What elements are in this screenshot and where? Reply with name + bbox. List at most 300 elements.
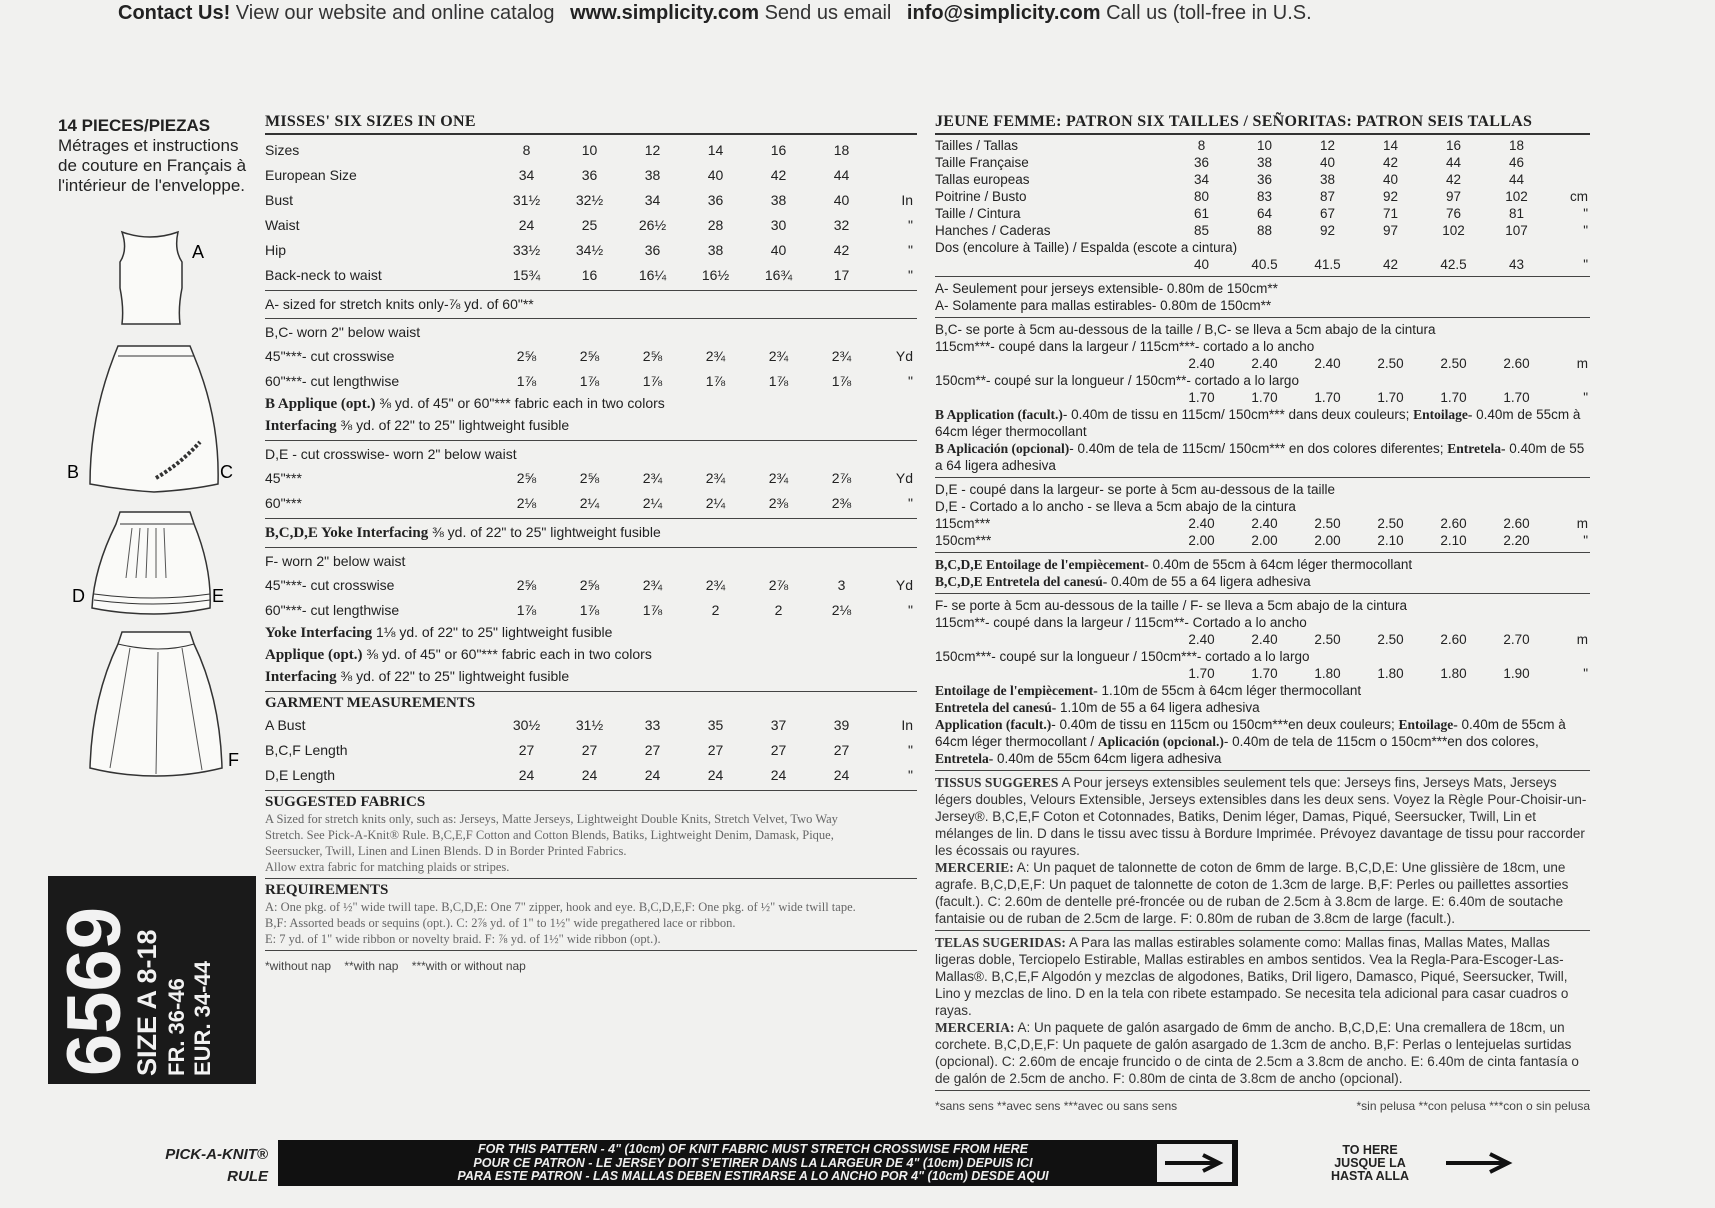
table-row [265, 368, 917, 393]
cell-value: 2.10 [1440, 533, 1467, 548]
row-label: A Bust [265, 716, 306, 733]
jeune-title: JEUNE FEMME: PATRON SIX TAILLES / SEÑORITAS: PATRON SEIS TALLAS [935, 113, 1590, 135]
french-note-2: de couture en Français à [58, 156, 247, 175]
cell-value: 31½ [575, 716, 604, 733]
f-entretela: Entretela del canesú- 1.10m de 55 a 64 ligera adhesiva [935, 700, 1260, 715]
cell-value: 64 [1256, 206, 1273, 221]
cell-value: 2⅛ [831, 601, 852, 618]
row-label: 150cm*** [935, 533, 992, 548]
b-interfacing-note: Interfacing ⅜ yd. of 22" to 25" lightweight fusible [265, 417, 570, 434]
row-label: 115cm*** [935, 516, 991, 531]
cell-value: 42 [833, 241, 850, 258]
row-label: 45"***- cut crosswise [265, 576, 395, 593]
french-note-3: l'intérieur de l'enveloppe. [58, 176, 245, 195]
cell-value: 2.40 [1188, 632, 1215, 647]
j-bc-heading: B,C- se porte à 5cm au-dessous de la taille / B,C- se lleva a 5cm abajo de la cintura [935, 322, 1436, 337]
view-label-f: F [228, 750, 239, 770]
cell-value: 10 [1256, 138, 1273, 153]
contact-bar [118, 2, 1678, 32]
cell-value: 97 [1382, 223, 1399, 238]
cell-value: 24 [707, 766, 724, 783]
cell-value: 2¾ [705, 469, 726, 486]
unit-cell: " [1583, 666, 1588, 681]
cell-value: 102 [1442, 223, 1465, 238]
yoke-interfacing-note: B,C,D,E Yoke Interfacing ⅜ yd. of 22" to 25" lightweight fusible [265, 524, 661, 541]
french-note-1: Métrages et instructions [58, 136, 239, 155]
misses-measurement-rows [265, 137, 917, 287]
mercerie: MERCERIE: A: Un paquet de talonnette de coton de 6mm de large. B,C,D,E: Une glissière de 18cm, une agrafe. B,C,D,E,F: Un paquet de talonnette de coton de 1.3cm de large. B,F: Perles ou paillettes assorties (facult.). C: 2.60m de dentelle pré-froncée ou de ruban de 2.5cm à 3.8cm de large. E: 6.40m de soutache fantaisie ou de ruban de 2.5cm de large. F: 0.80m de ruban de 3.8cm de large (facult.). [935, 860, 1569, 926]
j-f-115-label: 115cm**- coupé dans la largeur / 115cm**- Cortado a lo ancho [935, 615, 1307, 630]
value-row [935, 256, 1590, 273]
cell-value: 67 [1319, 206, 1336, 221]
view-label-c: C [220, 462, 233, 482]
row-label: Tailles / Tallas [935, 138, 1019, 153]
cell-value: 16¼ [638, 266, 667, 283]
b-aplicacion-es: B Aplicación (opcional)- 0.40m de tela de 115cm/ 150cm*** en dos colores diferentes; Entretela- 0.40m de 55 a 64 ligera adhesiva [935, 441, 1585, 473]
f-yoke-note: Yoke Interfacing 1⅛ yd. of 22" to 25" lightweight fusible [265, 624, 613, 641]
cell-value: 32½ [575, 191, 604, 208]
unit-cell: " [908, 741, 913, 758]
pieces-info [58, 116, 246, 196]
bc-yardage-rows [265, 343, 917, 393]
cell-value: 24 [518, 766, 535, 783]
cell-value: 2.70 [1503, 632, 1530, 647]
table-row [265, 137, 917, 162]
cell-value: 15¾ [512, 266, 541, 283]
value-row [935, 665, 1590, 682]
de-yardage-rows [265, 465, 917, 515]
cell-value: 2.40 [1251, 516, 1278, 531]
cell-value: 44 [833, 166, 850, 183]
row-label: Sizes [265, 141, 300, 158]
a-fr-note: A- Seulement pour jerseys extensible- 0.80m de 150cm** [935, 281, 1278, 296]
value-row [935, 631, 1590, 648]
table-row [265, 762, 917, 787]
cell-value: 2⅜ [768, 494, 789, 511]
cell-value: 16¾ [764, 266, 793, 283]
cell-value: 38 [644, 166, 661, 183]
cell-value: 83 [1256, 189, 1273, 204]
unit-cell: " [1583, 257, 1588, 272]
view-illustrations [67, 228, 270, 868]
unit-cell: Yd [895, 469, 913, 486]
eur-size-range: EUR. 34-44 [190, 961, 215, 1076]
cell-value: 41.5 [1314, 257, 1341, 272]
view-a-yardage: A- sized for stretch knits only-⅞ yd. of 60"** [265, 296, 534, 312]
j-bc-150-label: 150cm**- coupé sur la longueur / 150cm**- cortado a lo largo [935, 373, 1299, 388]
cell-value: 2 [711, 601, 720, 618]
f-interfacing-note: Interfacing ⅜ yd. of 22" to 25" lightweight fusible [265, 668, 570, 685]
row-label: 60"***- cut lengthwise [265, 372, 400, 389]
cell-value: 2⅛ [516, 494, 537, 511]
unit-cell: " [1583, 533, 1588, 548]
cell-value: 30½ [512, 716, 541, 733]
cell-value: 34 [518, 166, 535, 183]
cell-value: 85 [1193, 223, 1210, 238]
cell-value: 2¾ [642, 576, 663, 593]
cell-value: 2.40 [1188, 516, 1215, 531]
cell-value: 2.50 [1314, 632, 1341, 647]
cell-value: 1⅞ [516, 372, 537, 389]
req-line-2: B,F: Assorted beads or sequins (opt.). C: 2⅞ yd. of 1" to 1½" wide pregathered lace or ribbon. [265, 916, 736, 930]
row-label: Bust [265, 191, 294, 208]
cell-value: 2.40 [1314, 356, 1341, 371]
j-bc-115-label: 115cm***- coupé dans la largeur / 115cm***- cortado a lo ancho [935, 339, 1315, 354]
cell-value: 87 [1319, 189, 1336, 204]
cell-value: 40 [707, 166, 724, 183]
unit-cell: " [1583, 206, 1588, 221]
unit-cell: " [908, 494, 913, 511]
cell-value: 27 [707, 741, 724, 758]
cell-value: 24 [833, 766, 850, 783]
row-label: D,E Length [265, 766, 336, 783]
to-here-label: TO HERE JUSQUE LA HASTA ALLA [1331, 1143, 1409, 1183]
row-label: 60"***- cut lengthwise [265, 601, 400, 618]
cell-value: 34 [1193, 172, 1210, 187]
cell-value: 25 [581, 216, 598, 233]
cell-value: 2.50 [1377, 516, 1404, 531]
cell-value: 2¼ [642, 494, 663, 511]
cell-value: 36 [581, 166, 598, 183]
cell-value: 2.00 [1251, 533, 1278, 548]
cell-value: 97 [1445, 189, 1462, 204]
cell-value: 46 [1508, 155, 1525, 170]
cell-value: 2⅝ [579, 347, 600, 364]
pick-a-knit-rule [150, 1140, 1640, 1188]
cell-value: 27 [518, 741, 535, 758]
cell-value: 2.40 [1188, 356, 1215, 371]
row-label: Tallas europeas [935, 172, 1030, 187]
unit-cell: m [1576, 516, 1588, 531]
unit-cell: In [901, 191, 913, 208]
table-row [265, 162, 917, 187]
cell-value: 61 [1193, 206, 1210, 221]
req-line-1: A: One pkg. of ½" wide twill tape. B,C,D,E: One 7" zipper, hook and eye. B,C,D,E,F: One pkg. of ½" wide twill tape. [265, 900, 856, 914]
cell-value: 2.50 [1440, 356, 1467, 371]
row-label: 60"*** [265, 494, 302, 511]
row-label: Taille / Cintura [935, 206, 1021, 221]
value-row [935, 389, 1590, 406]
row-label: Hanches / Caderas [935, 223, 1051, 238]
telas-sugeridas: TELAS SUGERIDAS: A Para las mallas estirables solamente como: Mallas finas, Mallas Mates, Mallas ligeras doble, Terciopelo Estirable, Mallas estirables en ambos sentidos. Vea la Regla-Para-Escoger-Las-Mallas®. B,C,E,F Algodón y mezclas de algodones, Batiks, Dril ligero, Damasco, Piqué, Seersucker, Twill, Lino y mezclas de lino. D en la tela con ribete estampado. Se necesita tela adicional para casar cuadros o rayas. [935, 935, 1569, 1018]
b-applique-note: B Applique (opt.) ⅜ yd. of 45" or 60"*** fabric each in two colors [265, 395, 665, 412]
cell-value: 2.60 [1503, 516, 1530, 531]
row-label: Taille Française [935, 155, 1029, 170]
to-here-arrow-icon [1442, 1146, 1522, 1180]
cell-value: 8 [1197, 138, 1206, 153]
fabrics-line-2: Stretch. See Pick-A-Knit® Rule. B,C,E,F Cotton and Cotton Blends, Batiks, Lightweight Denim, Damask, Pique, [265, 828, 834, 842]
cell-value: 18 [1508, 138, 1525, 153]
cell-value: 1⅞ [579, 601, 600, 618]
cell-value: 1.80 [1314, 666, 1341, 681]
stretch-gauge [278, 1140, 1238, 1186]
row-label: Back-neck to waist [265, 266, 382, 283]
unit-cell: In [901, 716, 913, 733]
j-f-heading: F- se porte à 5cm au-dessous de la taille / F- se lleva a 5cm abajo de la cintura [935, 598, 1407, 613]
b-application-fr: B Application (facult.)- 0.40m de tissu en 115cm/ 150cm*** dans deux couleurs; Entoilage- 0.40m de 55cm à 64cm léger thermocollant [935, 407, 1581, 439]
row-label: Hip [265, 241, 287, 258]
view-bc-sketch [67, 346, 233, 492]
cell-value: 1.70 [1503, 390, 1530, 405]
table-row [935, 154, 1590, 171]
cell-value: 8 [522, 141, 531, 158]
row-label: B,C,F Length [265, 741, 348, 758]
cell-value: 44 [1445, 155, 1462, 170]
cell-value: 1⅞ [642, 601, 663, 618]
size-range: SIZE A 8-18 [132, 929, 162, 1076]
cell-value: 2⅝ [516, 347, 537, 364]
cell-value: 42 [1382, 257, 1399, 272]
cell-value: 24 [518, 216, 535, 233]
unit-cell: " [1583, 390, 1588, 405]
cell-value: 16 [770, 141, 787, 158]
unit-cell: Yd [895, 576, 913, 593]
cell-value: 2⅞ [831, 469, 852, 486]
cell-value: 2.50 [1377, 356, 1404, 371]
unit-cell: Yd [895, 347, 913, 364]
view-label-e: E [212, 586, 225, 606]
cell-value: 2⅞ [768, 576, 789, 593]
unit-cell: " [1583, 223, 1588, 238]
cell-value: 80 [1193, 189, 1210, 204]
cell-value: 76 [1445, 206, 1462, 221]
cell-value: 2⅝ [579, 576, 600, 593]
table-row [935, 222, 1590, 239]
cell-value: 16 [581, 266, 598, 283]
cell-value: 2¾ [768, 347, 789, 364]
view-text: View our website and online catalog [235, 2, 555, 24]
j-f-150-values [935, 665, 1590, 682]
website-link[interactable]: www.simplicity.com [570, 2, 760, 24]
cell-value: 2⅝ [516, 469, 537, 486]
cell-value: 1.70 [1188, 666, 1215, 681]
cell-value: 14 [1382, 138, 1399, 153]
f-application: Application (facult.)- 0.40m de tissu en 115cm ou 150cm***en deux couleurs; Entoilage- 0.40m de 55cm à 64cm léger thermocollant / Aplicación (opcional.)- 0.40m de tela de 115cm o 150cm***en dos colores, Entretela- 0.40m de 55cm 64cm ligera adhesiva [935, 717, 1566, 766]
table-row [265, 465, 917, 490]
table-row [265, 212, 917, 237]
a-es-note: A- Solamente para mallas estirables- 0.80m de 150cm** [935, 298, 1272, 313]
j-footnote-es: *sin pelusa **con pelusa ***con o sin pelusa [1356, 1099, 1590, 1113]
cell-value: 35 [707, 716, 724, 733]
pattern-number-badge [48, 876, 256, 1084]
jeune-measurement-rows [935, 137, 1590, 239]
cell-value: 34 [644, 191, 661, 208]
call-text: Call us (toll-free in U.S. [1106, 2, 1312, 24]
misses-title: MISSES' SIX SIZES IN ONE [265, 113, 917, 135]
table-row [265, 187, 917, 212]
cell-value: 3 [837, 576, 846, 593]
row-label: Waist [265, 216, 300, 233]
unit-cell: " [908, 241, 913, 258]
cell-value: 14 [707, 141, 724, 158]
cell-value: 1⅞ [642, 372, 663, 389]
cell-value: 1.70 [1377, 390, 1404, 405]
cell-value: 102 [1505, 189, 1528, 204]
cell-value: 1⅞ [705, 372, 726, 389]
cell-value: 42.5 [1440, 257, 1467, 272]
cell-value: 40 [770, 241, 787, 258]
cell-value: 2⅜ [831, 494, 852, 511]
f-entoilage: Entoilage de l'empiècement- 1.10m de 55cm à 64cm léger thermocollant [935, 683, 1362, 698]
cell-value: 2⅝ [579, 469, 600, 486]
table-row [935, 137, 1590, 154]
cell-value: 71 [1382, 206, 1399, 221]
cell-value: 36 [644, 241, 661, 258]
j-de-es: D,E - Cortado a lo ancho - se lleva a 5cm abajo de la cintura [935, 499, 1296, 514]
cell-value: 38 [1256, 155, 1273, 170]
table-row [265, 262, 917, 287]
cell-value: 2¾ [705, 576, 726, 593]
cell-value: 40.5 [1251, 257, 1278, 272]
pieces-count: 14 PIECES/PIEZAS [58, 116, 211, 135]
cell-value: 12 [1319, 138, 1336, 153]
cell-value: 2.60 [1503, 356, 1530, 371]
cell-value: 17 [833, 266, 850, 283]
de-heading: D,E - cut crosswise- worn 2" below waist [265, 446, 517, 462]
nap-footnotes: *without nap **with nap ***with or without nap [265, 959, 526, 973]
unit-cell: cm [1570, 189, 1588, 204]
cell-value: 42 [1445, 172, 1462, 187]
j-yoke-es: B,C,D,E Entretela del canesú- 0.40m de 55 a 64 ligera adhesiva [935, 574, 1311, 589]
unit-cell: " [908, 766, 913, 783]
cell-value: 2¼ [579, 494, 600, 511]
cell-value: 2.40 [1251, 356, 1278, 371]
unit-cell: m [1576, 356, 1588, 371]
req-line-3: E: 7 yd. of 1" wide ribbon or novelty braid. F: ⅞ yd. of 1½" wide ribbon (opt.). [265, 932, 661, 946]
jeune-femme-table [935, 113, 1590, 1118]
cell-value: 27 [770, 741, 787, 758]
table-row [265, 737, 917, 762]
j-bc-115-values [935, 355, 1590, 372]
row-label: 45"*** [265, 469, 302, 486]
cell-value: 27 [581, 741, 598, 758]
garment-measurements-title: GARMENT MEASUREMENTS [265, 695, 476, 711]
view-de-sketch [72, 512, 224, 614]
cell-value: 81 [1508, 206, 1525, 221]
cell-value: 43 [1508, 257, 1525, 272]
cell-value: 34½ [575, 241, 604, 258]
view-a-sketch [120, 232, 204, 324]
cell-value: 16 [1445, 138, 1462, 153]
cell-value: 1⅞ [831, 372, 852, 389]
row-label: European Size [265, 166, 357, 183]
cell-value: 39 [833, 716, 850, 733]
cell-value: 32 [833, 216, 850, 233]
cell-value: 38 [707, 241, 724, 258]
view-label-d: D [72, 586, 85, 606]
cell-value: 2.00 [1188, 533, 1215, 548]
row-label: Poitrine / Busto [935, 189, 1027, 204]
cell-value: 2⅝ [516, 576, 537, 593]
cell-value: 27 [644, 741, 661, 758]
j-de-rows [935, 515, 1590, 549]
cell-value: 40 [1382, 172, 1399, 187]
cell-value: 1.90 [1503, 666, 1530, 681]
cell-value: 92 [1319, 223, 1336, 238]
cell-value: 1⅞ [516, 601, 537, 618]
table-row [935, 188, 1590, 205]
email-link[interactable]: info@simplicity.com [906, 2, 1101, 24]
cell-value: 1.80 [1440, 666, 1467, 681]
bc-heading: B,C- worn 2" below waist [265, 324, 421, 340]
cell-value: 1.80 [1377, 666, 1404, 681]
cell-value: 2.60 [1440, 632, 1467, 647]
f-yardage-rows [265, 572, 917, 622]
cell-value: 42 [1382, 155, 1399, 170]
misses-size-table [265, 113, 917, 978]
contact-heading: Contact Us! [118, 2, 231, 24]
j-bc-150-values [935, 389, 1590, 406]
cell-value: 2.50 [1314, 516, 1341, 531]
table-row [265, 572, 917, 597]
merceria: MERCERIA: A: Un paquete de galón asargado de 6mm de ancho. B,C,D,E: Una cremallera de 18cm, un corchete. B,C,D,E,F: Un paquete de galón asargado de 1.3cm de ancho. B,F: Perlas o lentejuelas surtidas (opcional). C: 2.60m de encaje fruncido o de cinta de 2.5cm a 3.8cm de ancho. E: 6.40m de cinta fantasía o de galón de 2.5cm de ancho. F: 0.80m de cinta de 3.8cm de ancho (opcional). [935, 1020, 1579, 1086]
cell-value: 40 [833, 191, 850, 208]
table-row [265, 237, 917, 262]
cell-value: 36 [1193, 155, 1210, 170]
cell-value: 2.40 [1251, 632, 1278, 647]
cell-value: 28 [707, 216, 724, 233]
cell-value: 2¾ [831, 347, 852, 364]
cell-value: 36 [707, 191, 724, 208]
j-yoke-fr: B,C,D,E Entoilage de l'empiècement- 0.40m de 55cm à 64cm léger thermocollant [935, 557, 1413, 572]
cell-value: 1.70 [1314, 390, 1341, 405]
cell-value: 2.60 [1440, 516, 1467, 531]
unit-cell: " [908, 266, 913, 283]
j-f-115-values [935, 631, 1590, 648]
garment-sketches [67, 228, 270, 868]
pick-a-knit-label: PICK-A-KNIT® RULE [165, 1146, 268, 1185]
send-text: Send us email [764, 2, 892, 24]
tissus-suggeres: TISSUS SUGGERES A Pour jerseys extensibles seulement tels que: Jerseys fins, Jerseys Mats, Jerseys légers doubles, Velours Extensible, Jerseys extensibles dans les deux sens. Voyez la Règle Pour-Choisir-un-Jersey®. B,C,E,F Coton et Cotonnades, Batiks, Denim léger, Damas, Piqué, Seersucker, Twill, Lin et mélanges de lin. D dans le tissu avec tissu à Bordure Imprimée. Prévoyez davantage de tissu pour raccorder les écossais ou rayures. [935, 775, 1587, 858]
view-label-b: B [67, 462, 80, 482]
cell-value: 2.00 [1314, 533, 1341, 548]
unit-cell: " [908, 372, 913, 389]
cell-value: 12 [644, 141, 661, 158]
dos-label: Dos (encolure à Taille) / Espalda (escote a cintura) [935, 240, 1238, 255]
cell-value: 2.50 [1377, 632, 1404, 647]
cell-value: 2.10 [1377, 533, 1404, 548]
cell-value: 2⅝ [642, 347, 663, 364]
table-row [935, 532, 1590, 549]
cell-value: 92 [1382, 189, 1399, 204]
stretch-instructions: FOR THIS PATTERN - 4" (10cm) OF KNIT FABRIC MUST STRETCH CROSSWISE FROM HERE POUR CE PATRON - LE JERSEY DOIT S'ETIRER DANS LA LARGEUR DE 4" (10cm) DEPUIS ICI PARA ESTE PATRON - LAS MALLAS DEBEN ESTIRARSE A LO ANCHO POR 4" (10cm) DESDE AQUI [457, 1142, 1049, 1183]
cell-value: 1⅞ [579, 372, 600, 389]
cell-value: 18 [833, 141, 850, 158]
j-f-150-label: 150cm***- coupé sur la longueur / 150cm***- cortado a lo largo [935, 649, 1310, 664]
cell-value: 1.70 [1440, 390, 1467, 405]
cell-value: 2¾ [705, 347, 726, 364]
j-footnote-fr: *sans sens **avec sens ***avec ou sans sens [935, 1099, 1178, 1113]
cell-value: 26½ [638, 216, 667, 233]
cell-value: 33 [644, 716, 661, 733]
cell-value: 16½ [701, 266, 730, 283]
table-row [265, 712, 917, 737]
cell-value: 2¾ [642, 469, 663, 486]
unit-cell: " [908, 216, 913, 233]
cell-value: 10 [581, 141, 598, 158]
view-f-sketch [90, 632, 239, 776]
cell-value: 2¼ [705, 494, 726, 511]
cell-value: 27 [833, 741, 850, 758]
table-row [265, 597, 917, 622]
value-row [935, 355, 1590, 372]
f-applique-note: Applique (opt.) ⅜ yd. of 45" or 60"*** fabric each in two colors [265, 646, 652, 663]
fabrics-line-3: Seersucker, Twill, Linen and Linen Blends. D in Border Printed Fabrics. [265, 844, 627, 858]
suggested-fabrics-title: SUGGESTED FABRICS [265, 794, 426, 810]
cell-value: 38 [1319, 172, 1336, 187]
unit-cell: " [908, 601, 913, 618]
cell-value: 2 [774, 601, 783, 618]
